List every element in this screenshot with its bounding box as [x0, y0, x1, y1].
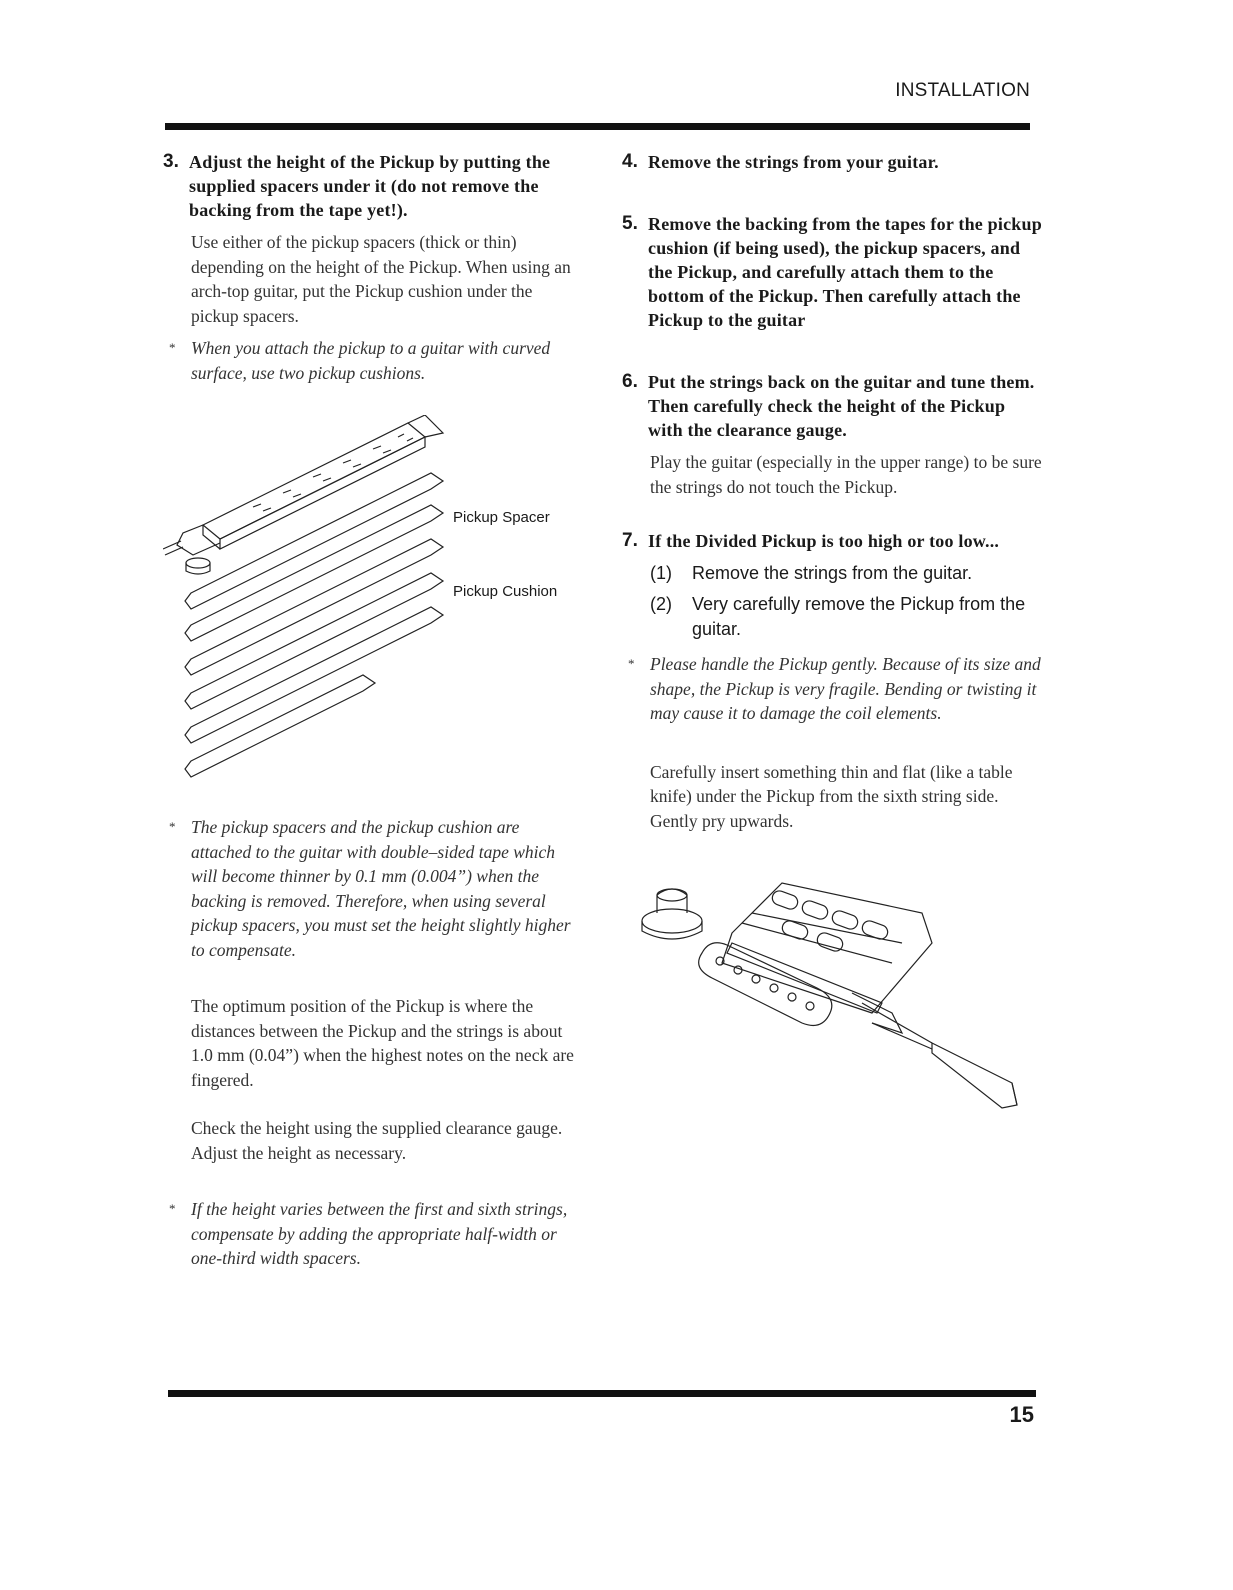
step-number: 7. — [622, 530, 638, 551]
right-column — [622, 150, 1042, 1133]
optimum-position-text: The optimum position of the Pickup is where the distances between the Pickup and the strings is about 1.0 mm (0.04”) when the highest notes on the neck are fingered. — [191, 996, 574, 1090]
step-title: Put the strings back on the guitar and tune them. Then carefully check the height of the Pickup with the clearance gauge. — [648, 372, 1035, 440]
step-number: 6. — [622, 371, 638, 392]
label-pickup-cushion: Pickup Cushion — [453, 583, 558, 600]
substep-text: Remove the strings from the guitar. — [692, 563, 973, 583]
step-6-body: Play the guitar (especially in the upper range) to be sure the strings do not touch the Pickup. — [650, 452, 1042, 497]
note-handle-gently — [622, 652, 1042, 726]
pickup-spacer-illustration — [163, 415, 575, 815]
step-7 — [622, 529, 1042, 553]
step-title: Remove the strings from your guitar. — [648, 152, 939, 172]
substep-number: (2) — [650, 594, 672, 614]
step-title: Adjust the height of the Pickup by putting the supplied spacers under it (do not remove the backing from the tape yet!). — [189, 152, 551, 220]
substep-2 — [650, 592, 1042, 642]
step-number: 3. — [163, 151, 179, 172]
note-text: If the height varies between the first and sixth strings, compensate by adding the appropriate half-width or one-third width spacers. — [191, 1199, 568, 1268]
bottom-rule — [168, 1390, 1036, 1397]
section-header: INSTALLATION — [895, 80, 1030, 101]
left-column — [163, 150, 575, 1271]
step-number: 5. — [622, 213, 638, 234]
step-title: If the Divided Pickup is too high or too low... — [648, 531, 1000, 551]
note-double-sided-tape — [163, 815, 575, 962]
page-number: 15 — [1009, 1402, 1034, 1427]
step-5 — [622, 212, 1042, 332]
asterisk-icon: * — [169, 1201, 176, 1216]
step-number: 4. — [622, 151, 638, 172]
insert-knife-text: Carefully insert something thin and flat (like a table knife) under the Pickup from the sixth string side. Gently pry upwards. — [650, 761, 1013, 831]
asterisk-icon: * — [169, 819, 176, 834]
spacer-diagram — [163, 415, 575, 815]
note-height-varies — [163, 1197, 575, 1271]
step-title: Remove the backing from the tapes for the pickup cushion (if being used), the pickup spacers, and the Pickup, and carefully attach them to the bottom of the Pickup. Then carefully attach the Pickup to the guitar — [648, 214, 1042, 330]
asterisk-icon: * — [169, 340, 176, 355]
step-3-body: Use either of the pickup spacers (thick or thin) depending on the height of the Pickup. When using an arch-top guitar, put the Pickup cushion under the pickup spacers. — [191, 232, 571, 326]
note-text: Please handle the Pickup gently. Because of its size and shape, the Pickup is very fragile. Bending or twisting it may cause it to damage the coil elements. — [650, 654, 1041, 723]
pickup-removal-illustration — [632, 873, 1032, 1133]
step-6 — [622, 370, 1042, 442]
note-curved-surface — [163, 336, 575, 385]
removal-diagram — [632, 873, 1042, 1133]
substep-1 — [650, 561, 1042, 586]
step-3 — [163, 150, 575, 222]
label-pickup-spacer: Pickup Spacer — [453, 509, 550, 526]
check-height-text: Check the height using the supplied clearance gauge. Adjust the height as necessary. — [191, 1118, 563, 1163]
substep-text: Very carefully remove the Pickup from the guitar. — [692, 594, 1026, 639]
top-rule — [165, 123, 1030, 130]
asterisk-icon: * — [628, 656, 635, 671]
note-text: The pickup spacers and the pickup cushion are attached to the guitar with double–sided tape which will become thinner by 0.1 mm (0.004”) when the backing is removed. Therefore, when using several pickup spacers, you must set the height slightly higher to compensate. — [191, 817, 571, 960]
substep-number: (1) — [650, 563, 672, 583]
step-4 — [622, 150, 1042, 174]
note-text: When you attach the pickup to a guitar with curved surface, use two pickup cushions. — [191, 338, 551, 383]
